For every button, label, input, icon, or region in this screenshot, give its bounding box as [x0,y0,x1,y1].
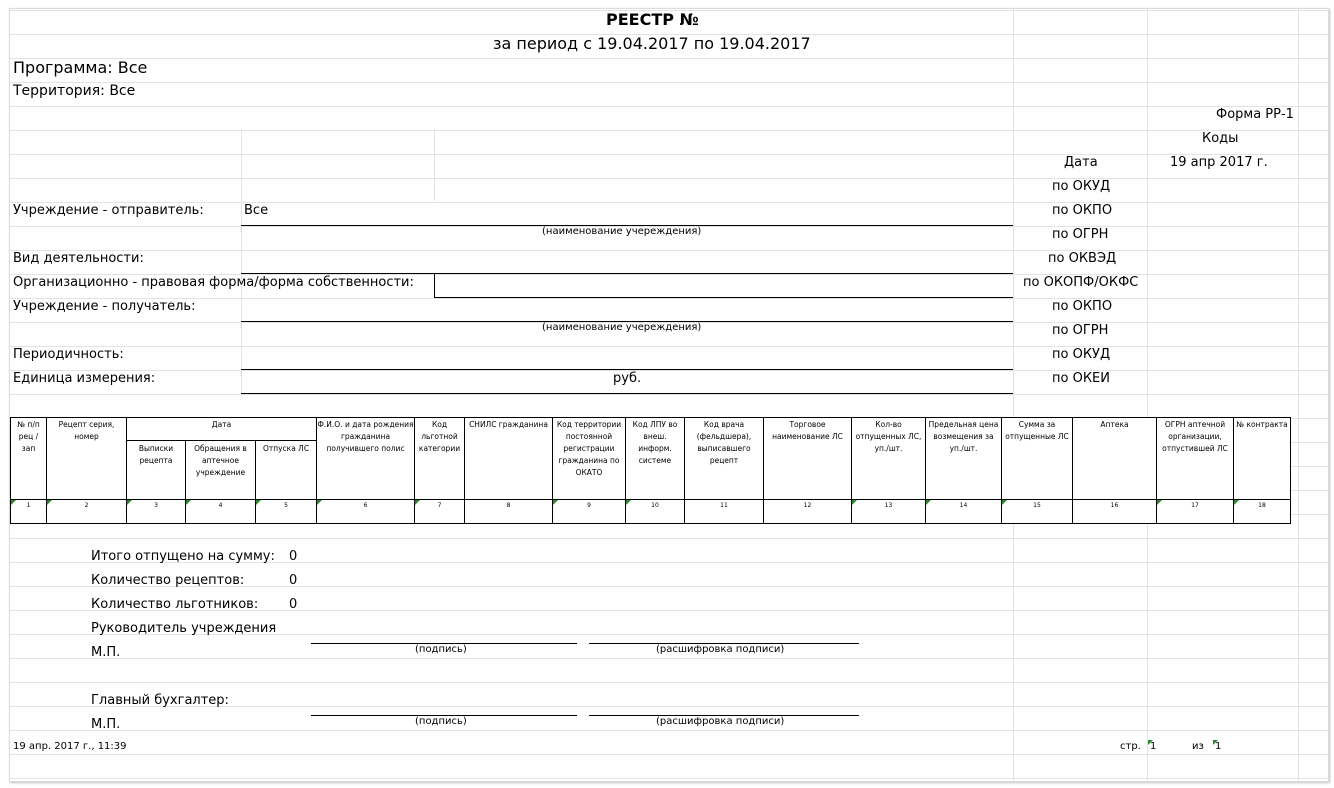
cell-marker [926,500,931,505]
col-number: 9 [587,502,591,509]
code-okved: по ОКВЭД [1048,251,1117,266]
recipes-count-value: 0 [289,573,298,588]
page-label: стр. [1120,741,1141,752]
codes-title: Коды [1202,131,1239,146]
receiver-name-hint: (наименование учереждения) [542,322,702,333]
code-ogrn-2: по ОГРН [1052,323,1109,338]
unit-label: Единица измерения: [13,371,156,386]
spreadsheet-page [9,8,1329,782]
cell-marker [127,500,132,505]
header-contract: № контракта [1236,420,1288,429]
header-category: Код льготной категории [418,420,461,453]
date-label: Дата [1064,155,1098,170]
periodicity-label: Периодичность: [13,347,124,362]
col-number: 13 [884,502,893,509]
header-max-price: Предельная цена возмещения за уп./шт. [928,420,999,453]
header-citizen: Ф.И.О. и дата рождения гражданина получившего полис [317,420,414,453]
cell-marker [626,500,631,505]
cell-marker [1002,500,1007,505]
cell-marker [1157,500,1162,505]
of-value: 1 [1215,741,1222,752]
col-number: 10 [651,502,659,509]
col-number: 18 [1258,502,1266,509]
header-doctor-code: Код врача (фельдшера), выписавшего рецепт [696,420,752,465]
header-territory-code: Код территории постоянной регистрации гражданина по ОКАТО [556,420,622,477]
col-number: 17 [1191,502,1199,509]
col-number: 12 [803,502,812,509]
sender-value[interactable]: Все [244,203,269,218]
sender-name-hint: (наименование учереждения) [542,226,702,237]
beneficiaries-count-value: 0 [289,597,298,612]
of-label: из [1192,741,1204,752]
page-value: 1 [1150,741,1157,752]
col-number: 7 [437,502,442,509]
code-okei: по ОКЕИ [1052,371,1110,386]
cell-marker [47,500,52,505]
cell-marker [415,500,420,505]
col-number: 15 [1033,502,1041,509]
header-trade-name: Торговое наименование ЛС [772,420,843,441]
cell-marker [186,500,191,505]
sender-label: Учреждение - отправитель: [13,203,204,218]
signature-hint-2: (подпись) [415,716,467,727]
unit-value: руб. [613,371,642,386]
receiver-label: Учреждение - получатель: [13,299,196,314]
form-code: Форма РР-1 [1216,107,1294,122]
col-number: 16 [1110,502,1119,509]
header-issue-date: Выписки рецепта [138,444,174,465]
code-okpo-2: по ОКПО [1052,299,1113,314]
header-date-group: Дата [211,420,232,429]
total-sum-value: 0 [289,549,298,564]
header-request-date: Обращения в аптечное учреждение [194,444,247,477]
col-number: 11 [720,502,728,509]
header-row-number: № п/п рец / зап [17,420,40,453]
header-quantity: Кол-во отпущенных ЛС, уп./шт. [855,420,922,453]
cell-marker [317,500,322,505]
program-filter: Программа: Все [13,58,148,77]
beneficiaries-count-label: Количество льготников: [91,597,259,612]
accountant-label: Главный бухгалтер: [91,693,229,708]
code-okud-2: по ОКУД [1052,347,1111,362]
col-number: 6 [363,502,368,509]
recipes-count-label: Количество рецептов: [91,573,245,588]
mp-label-2: М.П. [91,717,121,732]
mp-label-1: М.П. [91,645,121,660]
col-number: 3 [154,502,158,509]
print-timestamp: 19 апр. 2017 г., 11:39 [13,741,127,752]
decode-hint-2: (расшифровка подписи) [656,716,785,727]
report-title: РЕЕСТР № [606,10,699,29]
territory-filter: Территория: Все [13,83,136,99]
cell-marker [11,500,16,505]
col-number: 1 [26,502,31,509]
col-number: 2 [84,502,89,509]
header-snils: СНИЛС гражданина [469,420,548,429]
code-okpo-1: по ОКПО [1052,203,1113,218]
report-period: за период с 19.04.2017 по 19.04.2017 [493,34,811,53]
activity-label: Вид деятельности: [13,251,144,266]
decode-hint-1: (расшифровка подписи) [656,644,785,655]
header-ogrn: ОГРН аптечной организации, отпустившей ЛС [1162,420,1228,453]
header-pharmacy: Аптека [1100,420,1129,429]
header-dispense-date: Отпуска ЛС [262,444,310,453]
col-number: 4 [218,502,223,509]
col-number: 5 [284,502,288,509]
col-number: 8 [506,502,511,509]
cell-marker [852,500,857,505]
code-okud-1: по ОКУД [1052,179,1111,194]
header-recipe-series: Рецепт серия, номер [58,420,115,441]
cell-marker [553,500,558,505]
col-number: 14 [959,502,968,509]
code-ogrn-1: по ОГРН [1052,227,1109,242]
head-label: Руководитель учреждения [91,621,277,636]
signature-hint-1: (подпись) [415,644,467,655]
header-lpu-code: Код ЛПУ во внеш. информ. системе [632,420,678,465]
cell-marker [1234,500,1239,505]
legal-form-label: Организационно - правовая форма/форма собственности: [13,275,414,290]
code-okopf: по ОКОПФ/ОКФС [1023,275,1139,290]
total-sum-label: Итого отпущено на сумму: [91,549,275,564]
date-value: 19 апр 2017 г. [1170,155,1268,170]
header-sum: Сумма за отпущенные ЛС [1005,420,1069,441]
cell-marker [256,500,261,505]
